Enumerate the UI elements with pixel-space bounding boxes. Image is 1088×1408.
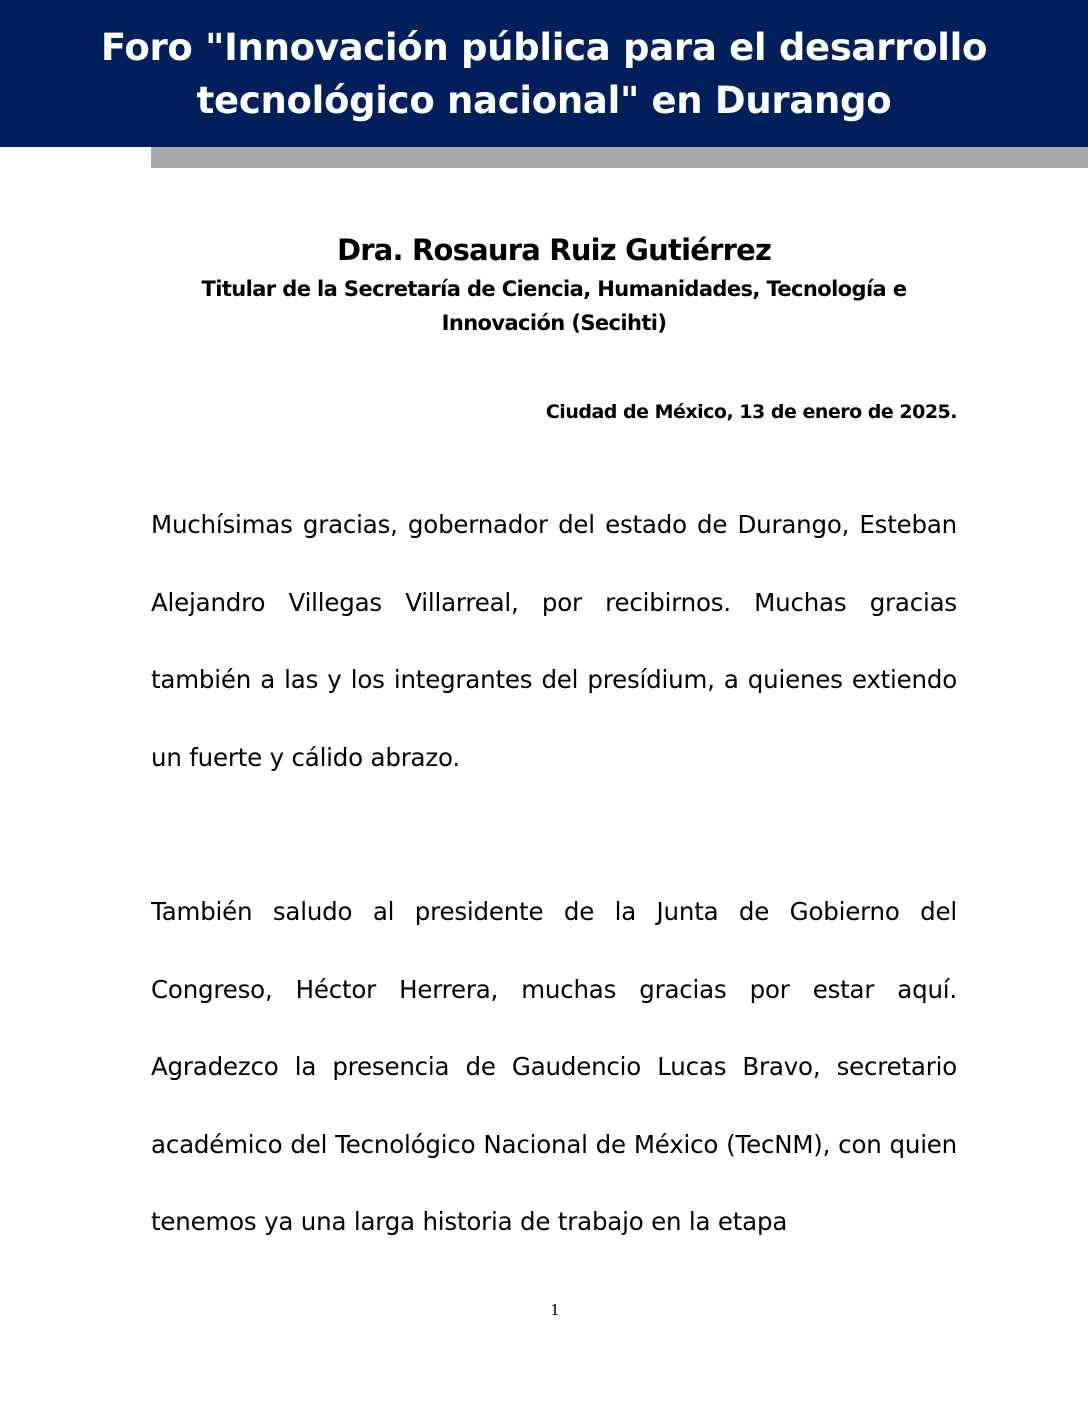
body-paragraph: Muchísimas gracias, gobernador del estado de Durango, Esteban Alejandro Villegas Villarreal, por recibirnos. Muchas gracias también a las y los integrantes del presídium, a quienes extiendo un fuerte y cálido abrazo.: [151, 510, 957, 772]
page-number: 1: [550, 1301, 560, 1319]
document-title: Foro "Innovación pública para el desarrollo tecnológico nacional" en Durango: [100, 25, 988, 122]
speaker-name: Dra. Rosaura Ruiz Gutiérrez: [336, 233, 772, 267]
date-location: Ciudad de México, 13 de enero de 2025.: [545, 401, 957, 423]
header-accent-bar: [151, 147, 1088, 168]
body-paragraph: También saludo al presidente de la Junta de Gobierno del Congreso, Héctor Herrera, muchas gracias por estar aquí. Agradezco la presencia de Gaudencio Lucas Bravo, secretario académico del Tecnológico Nacional de México (TecNM), con quien tenemos ya una larga historia de trabajo en la etapa: [151, 897, 957, 1236]
header-banner: [0, 0, 1088, 147]
speaker-role: Titular de la Secretaría de Ciencia, Humanidades, Tecnología e Innovación (Secihti): [201, 277, 907, 335]
speaker-block: [151, 228, 957, 340]
